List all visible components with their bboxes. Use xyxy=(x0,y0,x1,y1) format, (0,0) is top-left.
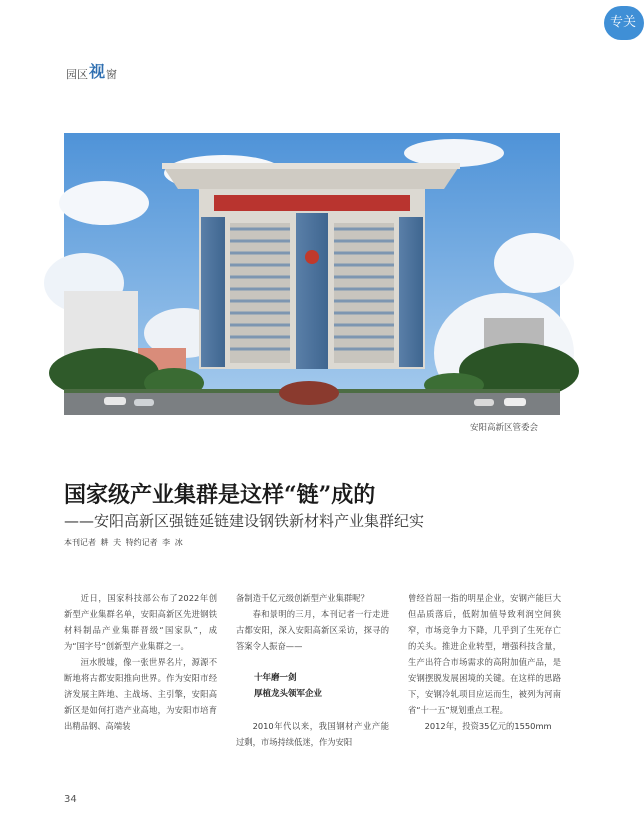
building-photo xyxy=(64,133,560,415)
logo-part-2: 视 xyxy=(89,62,106,81)
section-heading-line-1: 十年磨一剑 xyxy=(254,673,297,683)
body-column-2 xyxy=(236,590,389,750)
page-number: 34 xyxy=(64,794,77,805)
paragraph: 2012年，投资35亿元的1550mm xyxy=(424,721,552,731)
article-subtitle: ——安阳高新区强链延链建设钢铁新材料产业集群纪实 xyxy=(64,512,425,530)
section-heading-line-2: 厚植龙头领军企业 xyxy=(254,689,323,699)
logo-part-1: 园区 xyxy=(66,68,88,81)
body-column-1 xyxy=(64,590,217,734)
logo-part-3: 窗 xyxy=(106,68,118,81)
article-byline: 本刊记者 耕 夫 特约记者 李 冰 xyxy=(64,538,183,547)
paragraph: 曾经首屈一指的明星企业，安钢产能巨大但品质落后，低附加值导致利润空间狭窄，市场竞争力下降，几乎到了生死存亡的关头。推进企业转型，增强科技含量，生产出符合市场需求的高附加值产品，是安钢摆脱发展困境的关键。在这样的思路下，安钢冷轧项目应运而生，被列为河南省“十一五”规划重点工程。 xyxy=(408,593,561,715)
column-logo xyxy=(66,62,117,82)
spacer xyxy=(236,654,389,670)
paragraph: 洹水殷墟，像一张世界名片，源源不断地将古都安阳推向世界。作为安阳市经济发展主阵地、主战场、主引擎，安阳高新区是如何打造产业高地，为安阳市培育出精品钢、高端装 xyxy=(64,657,217,731)
paragraph: 2010年代以来，我国钢材产业产能过剩，市场持续低迷，作为安阳 xyxy=(236,721,389,747)
paragraph: 备制造千亿元级创新型产业集群呢？ xyxy=(236,593,369,603)
paragraph: 近日，国家科技部公布了2022年创新型产业集群名单，安阳高新区先进钢铁材料制品产业集群晋级“国家队”，成为“国字号”创新型产业集群之一。 xyxy=(64,593,217,651)
photo-caption: 安阳高新区管委会 xyxy=(470,423,539,433)
section-badge: 专关 xyxy=(604,6,644,40)
body-column-3 xyxy=(408,590,561,734)
article-title: 国家级产业集群是这样“链”成的 xyxy=(64,482,376,508)
spacer xyxy=(236,702,389,718)
paragraph: 春和景明的三月，本刊记者一行走进古都安阳，深入安阳高新区采访，探寻的答案令人振奋—— xyxy=(236,609,389,651)
